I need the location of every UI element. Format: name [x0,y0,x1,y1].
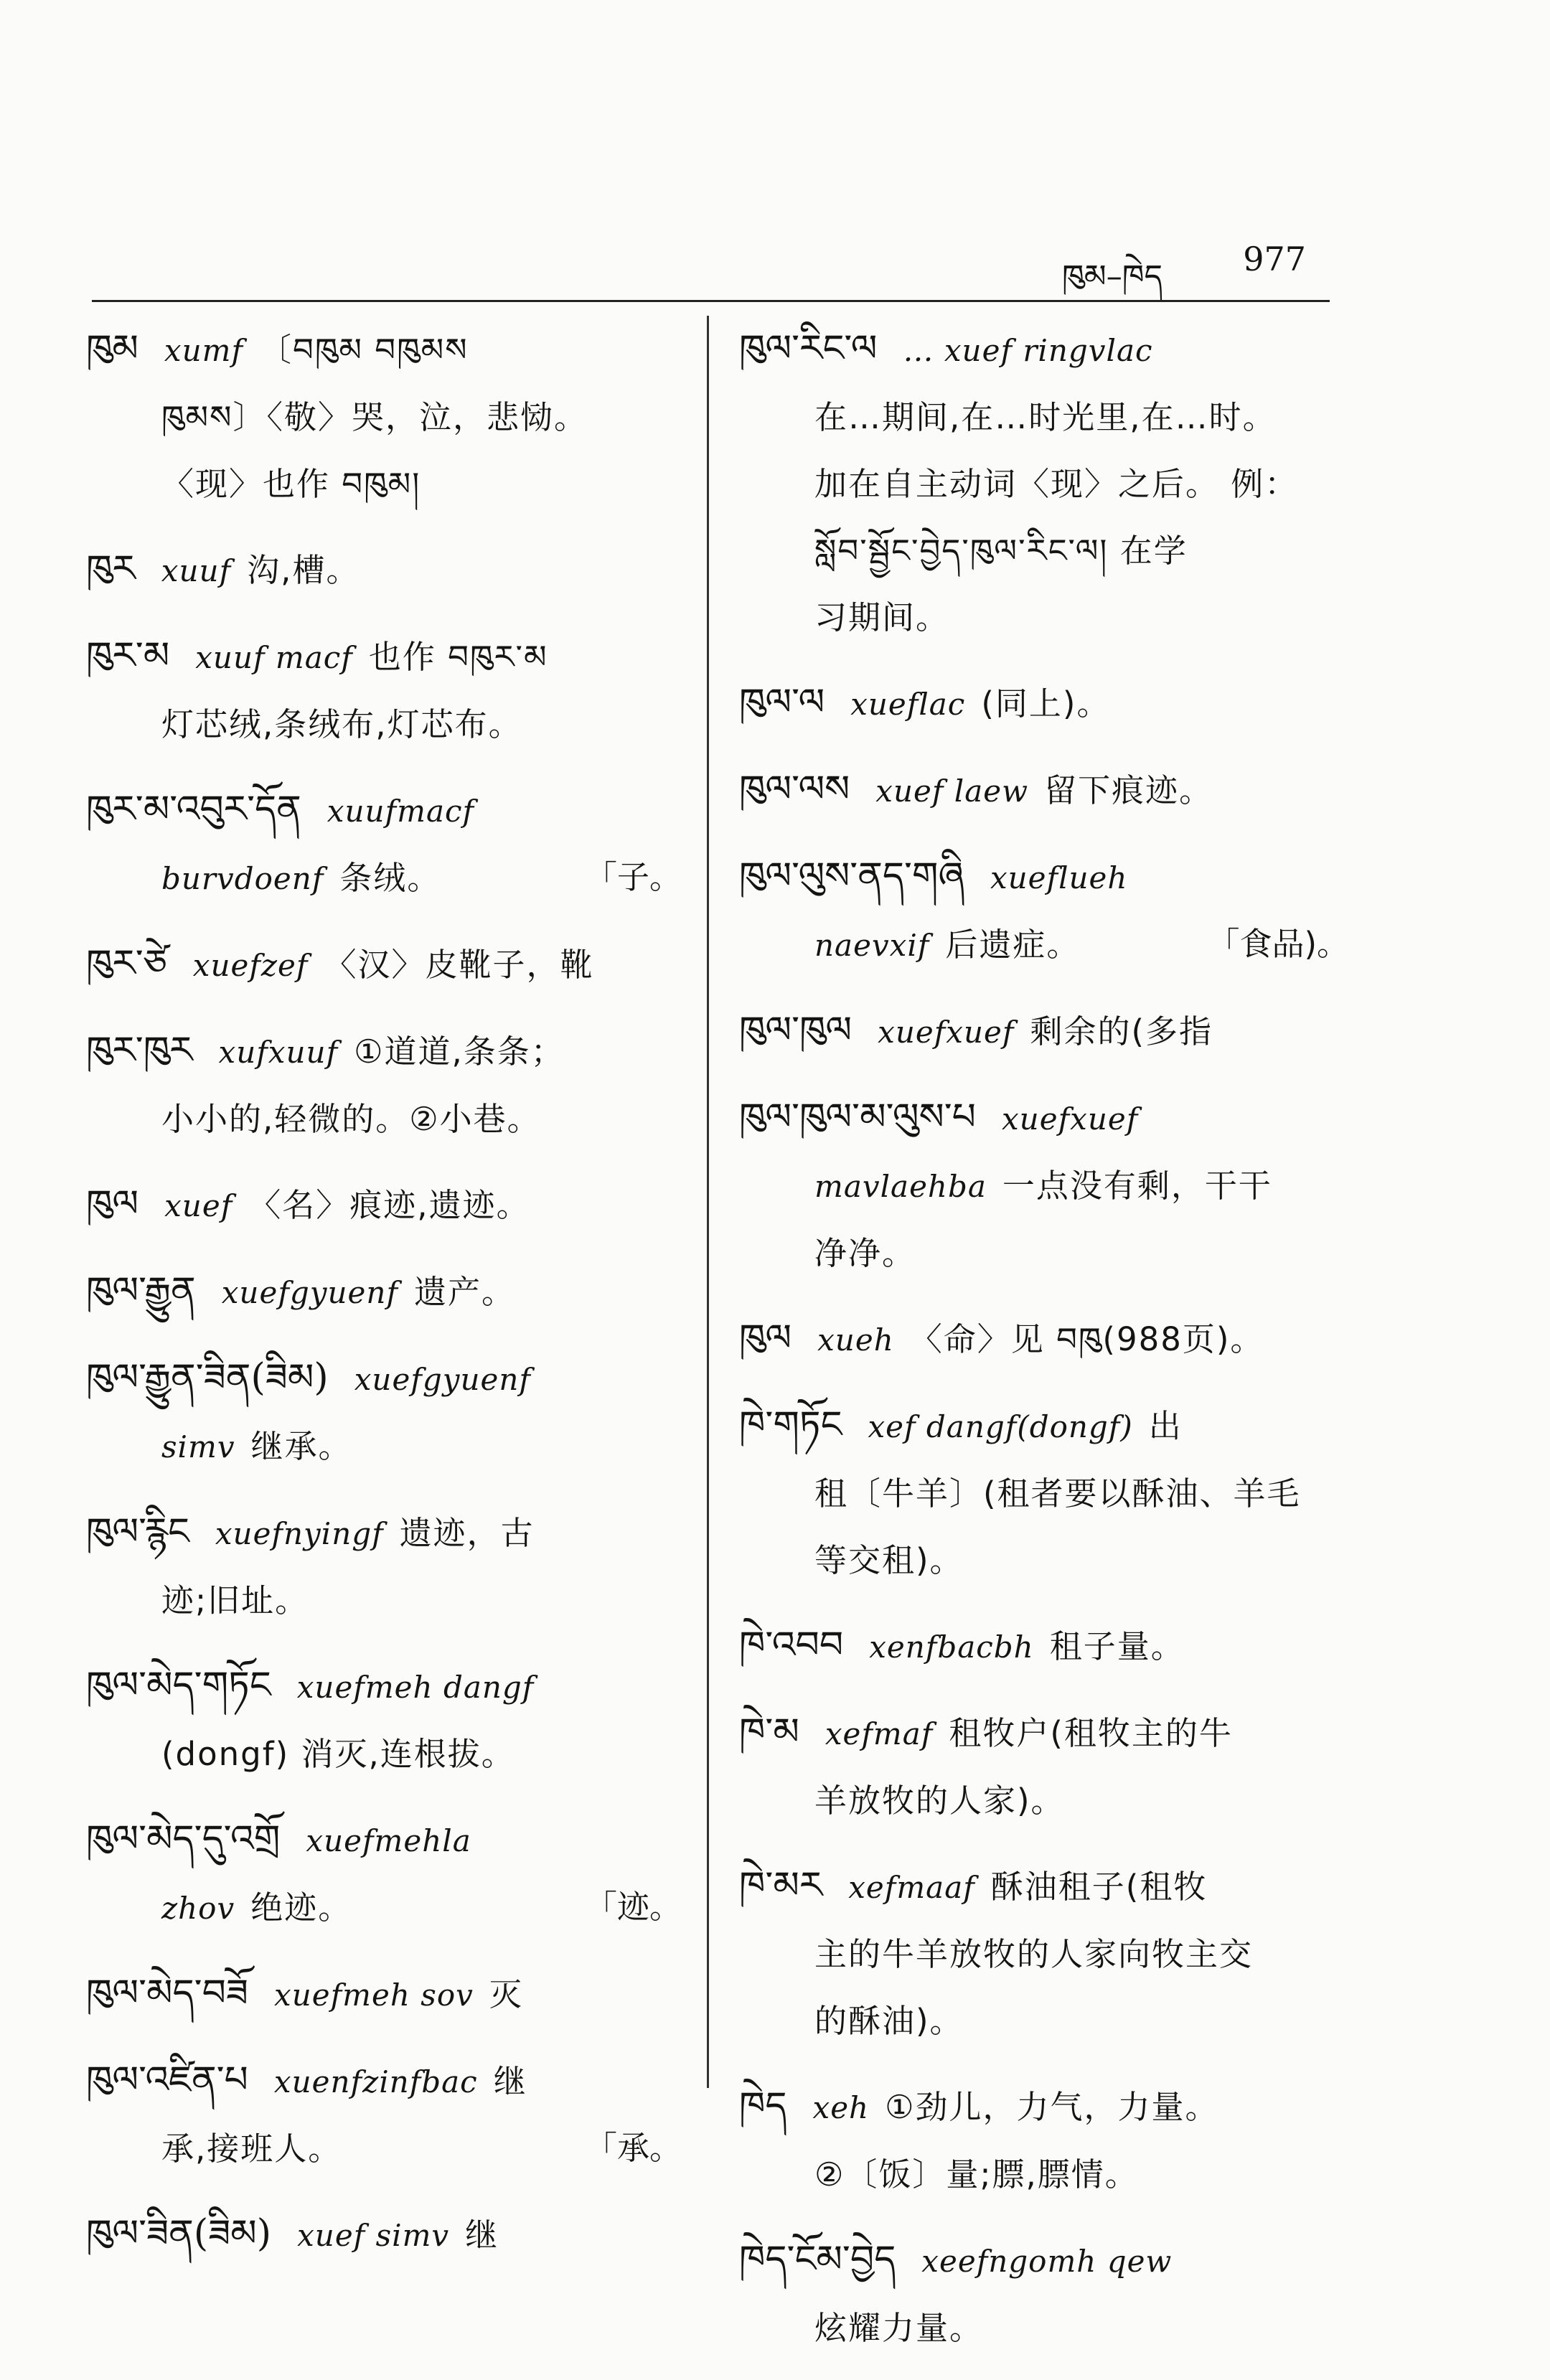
header-range: ཁུམ–ཁེད [1062,258,1162,295]
entry-first-line [739,1392,1356,1460]
entry-first-line [739,1699,1356,1767]
dictionary-entry [86,1960,689,2028]
entry-first-line [739,1853,1356,1921]
gloss: 一点没有剩，干干 [1002,1167,1272,1205]
entry-continuation [86,1086,689,1152]
headword: ཁུལ་ཁུལ [739,1009,852,1052]
entry-continuation [739,517,1356,584]
headword: ཁུམ [86,327,138,370]
phonetic: simv [161,1429,235,1464]
entry-first-line [739,997,1356,1066]
phonetic: xuenfzinfbac [273,2064,478,2099]
phonetic: xuefmehla [306,1823,471,1858]
gloss: 留下痕迹。 [1044,771,1213,809]
gloss: 〈汉〉皮靴子，靴 [324,946,594,984]
phonetic: xuefxuef [878,1015,1015,1050]
headword: ཁུལ་ལ [739,681,825,724]
entry-first-line [739,843,1356,911]
phonetic: xuef [164,1188,233,1223]
entry-first-line [739,2226,1356,2295]
headword: ཁེ་མ [739,1711,799,1754]
gloss: ②〔饭〕量;膘,膘情。 [814,2155,1139,2193]
dictionary-entry [86,1345,689,1480]
gloss: 酥油租子(租牧 [990,1868,1208,1906]
gloss: 羊放牧的人家)。 [814,1782,1065,1820]
headword: ཁུར་ཁུར [86,1029,193,1072]
headword: ཁུལ་རྒྱུན་ཟིན(ཟིམ) [86,1356,329,1399]
headword: ཁུལ་མེད་བཟོ [86,1972,249,2015]
dictionary-entry [739,843,1356,979]
margin-note: 「承。 [584,2129,682,2167]
headword: ཁུལ་ཁུལ་མ་ལུས་པ [739,1096,976,1139]
phonetic: burvdoenf [161,861,324,896]
dictionary-entry [86,1499,689,1634]
dictionary-entry [739,997,1356,1066]
phonetic: xuefxuef [1002,1101,1139,1137]
gloss: ཁུམས〕〈敬〉哭，泣，悲恸。 [161,398,588,436]
entry-continuation [739,451,1356,517]
gloss: 灯芯绒,条绒布,灯芯布。 [161,705,522,743]
headword: ཁེ་འབབ [739,1624,844,1667]
dictionary-entry [739,1084,1356,1287]
headword: ཁུར་མ་འབུར་དོན [86,788,301,831]
gloss: 〈名〉痕迹,遗迹。 [248,1186,530,1224]
headword: ཁུལ་ལས [739,768,850,811]
entry-continuation [739,2295,1356,2361]
header-rule [92,300,1330,302]
dictionary-entry [86,931,689,999]
phonetic: xuef simv [297,2218,450,2253]
phonetic: xueh [817,1322,894,1358]
dictionary-entry [739,1392,1356,1594]
entry-first-line [86,1345,689,1413]
gloss: ①劲儿，力气，力量。 [885,2088,1219,2126]
headword: ཁུལ་རིང་ལ [739,327,878,370]
entry-first-line [86,1806,689,1874]
entry-continuation [739,1220,1356,1287]
headword: ཁེད [739,2084,787,2127]
phonetic: xuuf [161,553,232,588]
headword: ཁུལ་ལུས་ནད་གཞི [739,855,964,898]
dictionary-entry [739,2073,1356,2208]
entry-continuation [86,384,689,451]
gloss: 继承。 [250,1427,352,1465]
phonetic: xuefzef [192,948,309,983]
gloss: 等交租)。 [814,1541,964,1579]
entry-continuation [739,2141,1356,2208]
entry-first-line [739,1305,1356,1373]
dictionary-entry [86,1017,689,1152]
phonetic: xeefngomh qew [921,2244,1173,2279]
entry-continuation [739,1767,1356,1834]
dictionary-entry [86,1171,689,1239]
phonetic: xuefgyuenf [221,1275,398,1310]
dictionary-entry [739,2226,1356,2361]
phonetic: xef dangf(dongf) [868,1409,1133,1444]
headword: ཁུལ་རྙིང [86,1510,189,1553]
headword: ཁེ་གཏོང [739,1403,842,1447]
gloss: 迹;旧址。 [161,1581,309,1619]
gloss: 租子量。 [1049,1627,1185,1665]
phonetic: xuef laew [875,773,1029,809]
entry-first-line [86,536,689,604]
entry-first-line [86,1960,689,2028]
entry-continuation [86,1567,689,1634]
dictionary-entry [86,316,689,517]
gloss: (同上)。 [981,685,1111,723]
phonetic: zhov [161,1891,235,1926]
dictionary-entry [86,536,689,604]
gloss: 〔བཁུམ བཁུམས [259,331,469,369]
phonetic: xeh [812,2090,870,2125]
phonetic: xefmaf [825,1716,934,1751]
gloss: 在…期间,在…时光里,在…时。 [814,398,1277,436]
gloss: 炫耀力量。 [814,2309,984,2347]
dictionary-entry [739,1305,1356,1373]
entry-first-line [739,316,1356,384]
entry-first-line [86,1652,689,1721]
phonetic: … xuef ringvlac [903,333,1153,368]
phonetic: xuefmeh dangf [296,1670,535,1705]
entry-continuation [86,845,689,912]
entry-continuation [739,584,1356,651]
column-divider [707,316,709,2088]
entry-continuation [739,1988,1356,2054]
entry-continuation [739,384,1356,451]
dictionary-entry [739,1612,1356,1680]
phonetic: xumf [164,333,244,368]
gloss: 租牧户(租牧主的牛 [949,1714,1233,1752]
page-number: 977 [1243,240,1306,278]
gloss: 条绒。 [339,859,441,897]
entry-first-line [86,1258,689,1326]
entry-continuation [739,1527,1356,1594]
gloss: 遗迹，古 [399,1514,535,1552]
headword: ཁུར་ཙེ [86,942,167,985]
entry-continuation [86,691,689,758]
gloss: 继 [493,2062,527,2100]
entry-first-line [86,2201,689,2269]
dictionary-entry [86,2047,689,2182]
entry-first-line [739,2073,1356,2141]
entry-first-line [86,1171,689,1239]
phonetic: xuefgyuenf [354,1362,531,1397]
headword: ཁུལ་འཛིན་པ [86,2059,248,2102]
entry-first-line [86,623,689,691]
gloss: 也作 བཁུར་མ [368,638,548,676]
dictionary-entry [739,1699,1356,1834]
entry-continuation [86,2115,689,2182]
dictionary-entry [86,623,689,758]
headword: ཁེད་ངོམ་བྱེད [739,2238,896,2281]
dictionary-entry [739,316,1356,651]
gloss: 剩余的(多指 [1030,1012,1213,1050]
entry-first-line [86,776,689,845]
headword: ཁུལ [86,1182,139,1226]
entry-continuation [86,1413,689,1480]
headword: ཁུལ་མེད་དུ་འགྲོ [86,1817,281,1861]
gloss: 后遗症。 [945,926,1081,964]
gloss: 习期间。 [814,598,950,636]
gloss: 主的牛羊放牧的人家向牧主交 [814,1935,1254,1973]
headword: ཁུལ [739,1317,792,1360]
headword: ཁུར་མ [86,634,170,677]
dictionary-entry [739,756,1356,824]
gloss: (dongf) 消灭,连根拔。 [161,1735,515,1773]
phonetic: xueflac [850,687,966,722]
headword: ཁུར [86,547,136,591]
dictionary-entry [739,1853,1356,2054]
left-column [86,316,689,2287]
gloss: 绝迹。 [250,1889,352,1927]
gloss: 出 [1148,1407,1183,1445]
right-column [739,316,1356,2380]
phonetic: xuuf macf [195,640,353,675]
dictionary-entry [86,2201,689,2269]
phonetic: xuefnyingf [215,1516,384,1551]
entry-first-line [739,756,1356,824]
margin-note: 「子。 [584,858,682,896]
entry-first-line [739,669,1356,738]
entry-first-line [86,316,689,384]
margin-note: 「迹。 [584,1888,682,1926]
phonetic: mavlaehba [814,1169,987,1204]
entry-continuation [86,451,689,517]
gloss: 继 [465,2216,499,2254]
headword: ཁུལ་མེད་གཏོང [86,1664,271,1707]
running-header [1062,237,1378,295]
headword: ཁེ་མར [739,1864,823,1907]
entry-first-line [86,1499,689,1567]
phonetic: xefmaaf [848,1870,975,1905]
dictionary-entry [86,1652,689,1787]
dictionary-entry [86,1258,689,1326]
phonetic: xufxuuf [218,1035,339,1070]
headword: ཁུལ་ཟིན(ཟིམ) [86,2212,272,2255]
entry-continuation [739,911,1356,979]
gloss: 承,接班人。 [161,2130,342,2168]
dictionary-entry [739,669,1356,738]
entry-continuation [86,1721,689,1787]
gloss: 遗产。 [413,1273,515,1311]
dictionary-entry [86,1806,689,1942]
dictionary-entry [86,776,689,912]
gloss: 小小的,轻微的。②小巷。 [161,1100,541,1138]
entry-first-line [739,1612,1356,1680]
entry-continuation [739,1921,1356,1988]
phonetic: xueflueh [990,860,1128,895]
gloss: 的酥油)。 [814,2002,964,2040]
entry-continuation [739,1152,1356,1220]
entry-continuation [86,1874,689,1942]
entry-first-line [739,1084,1356,1152]
gloss: སློབ་སྦྱོང་བྱེད་ཁུལ་རིང་ལ། 在学 [814,532,1188,570]
gloss: 加在自主动词〈现〉之后。 例： [814,465,1299,503]
gloss: 〈现〉也作 བཁུམ། [161,465,421,503]
gloss: 灭 [489,1975,523,2013]
gloss: ①道道,条条； [354,1033,565,1071]
entry-continuation [739,1460,1356,1527]
headword: ཁུལ་རྒྱུན [86,1269,196,1312]
gloss: 〈命〉见 བཁུ(988页)。 [909,1320,1264,1358]
entry-first-line [86,1017,689,1086]
phonetic: xuufmacf [327,794,475,829]
gloss: 沟,槽。 [247,551,360,589]
margin-note: 「食品)。 [1207,925,1349,963]
phonetic: xuefmeh sov [274,1977,474,2013]
gloss: 净净。 [814,1234,916,1272]
phonetic: naevxif [814,928,930,963]
gloss: 租〔牛羊〕(租者要以酥油、羊毛 [814,1474,1301,1513]
entry-first-line [86,931,689,999]
phonetic: xenfbacbh [869,1629,1034,1665]
entry-first-line [86,2047,689,2115]
